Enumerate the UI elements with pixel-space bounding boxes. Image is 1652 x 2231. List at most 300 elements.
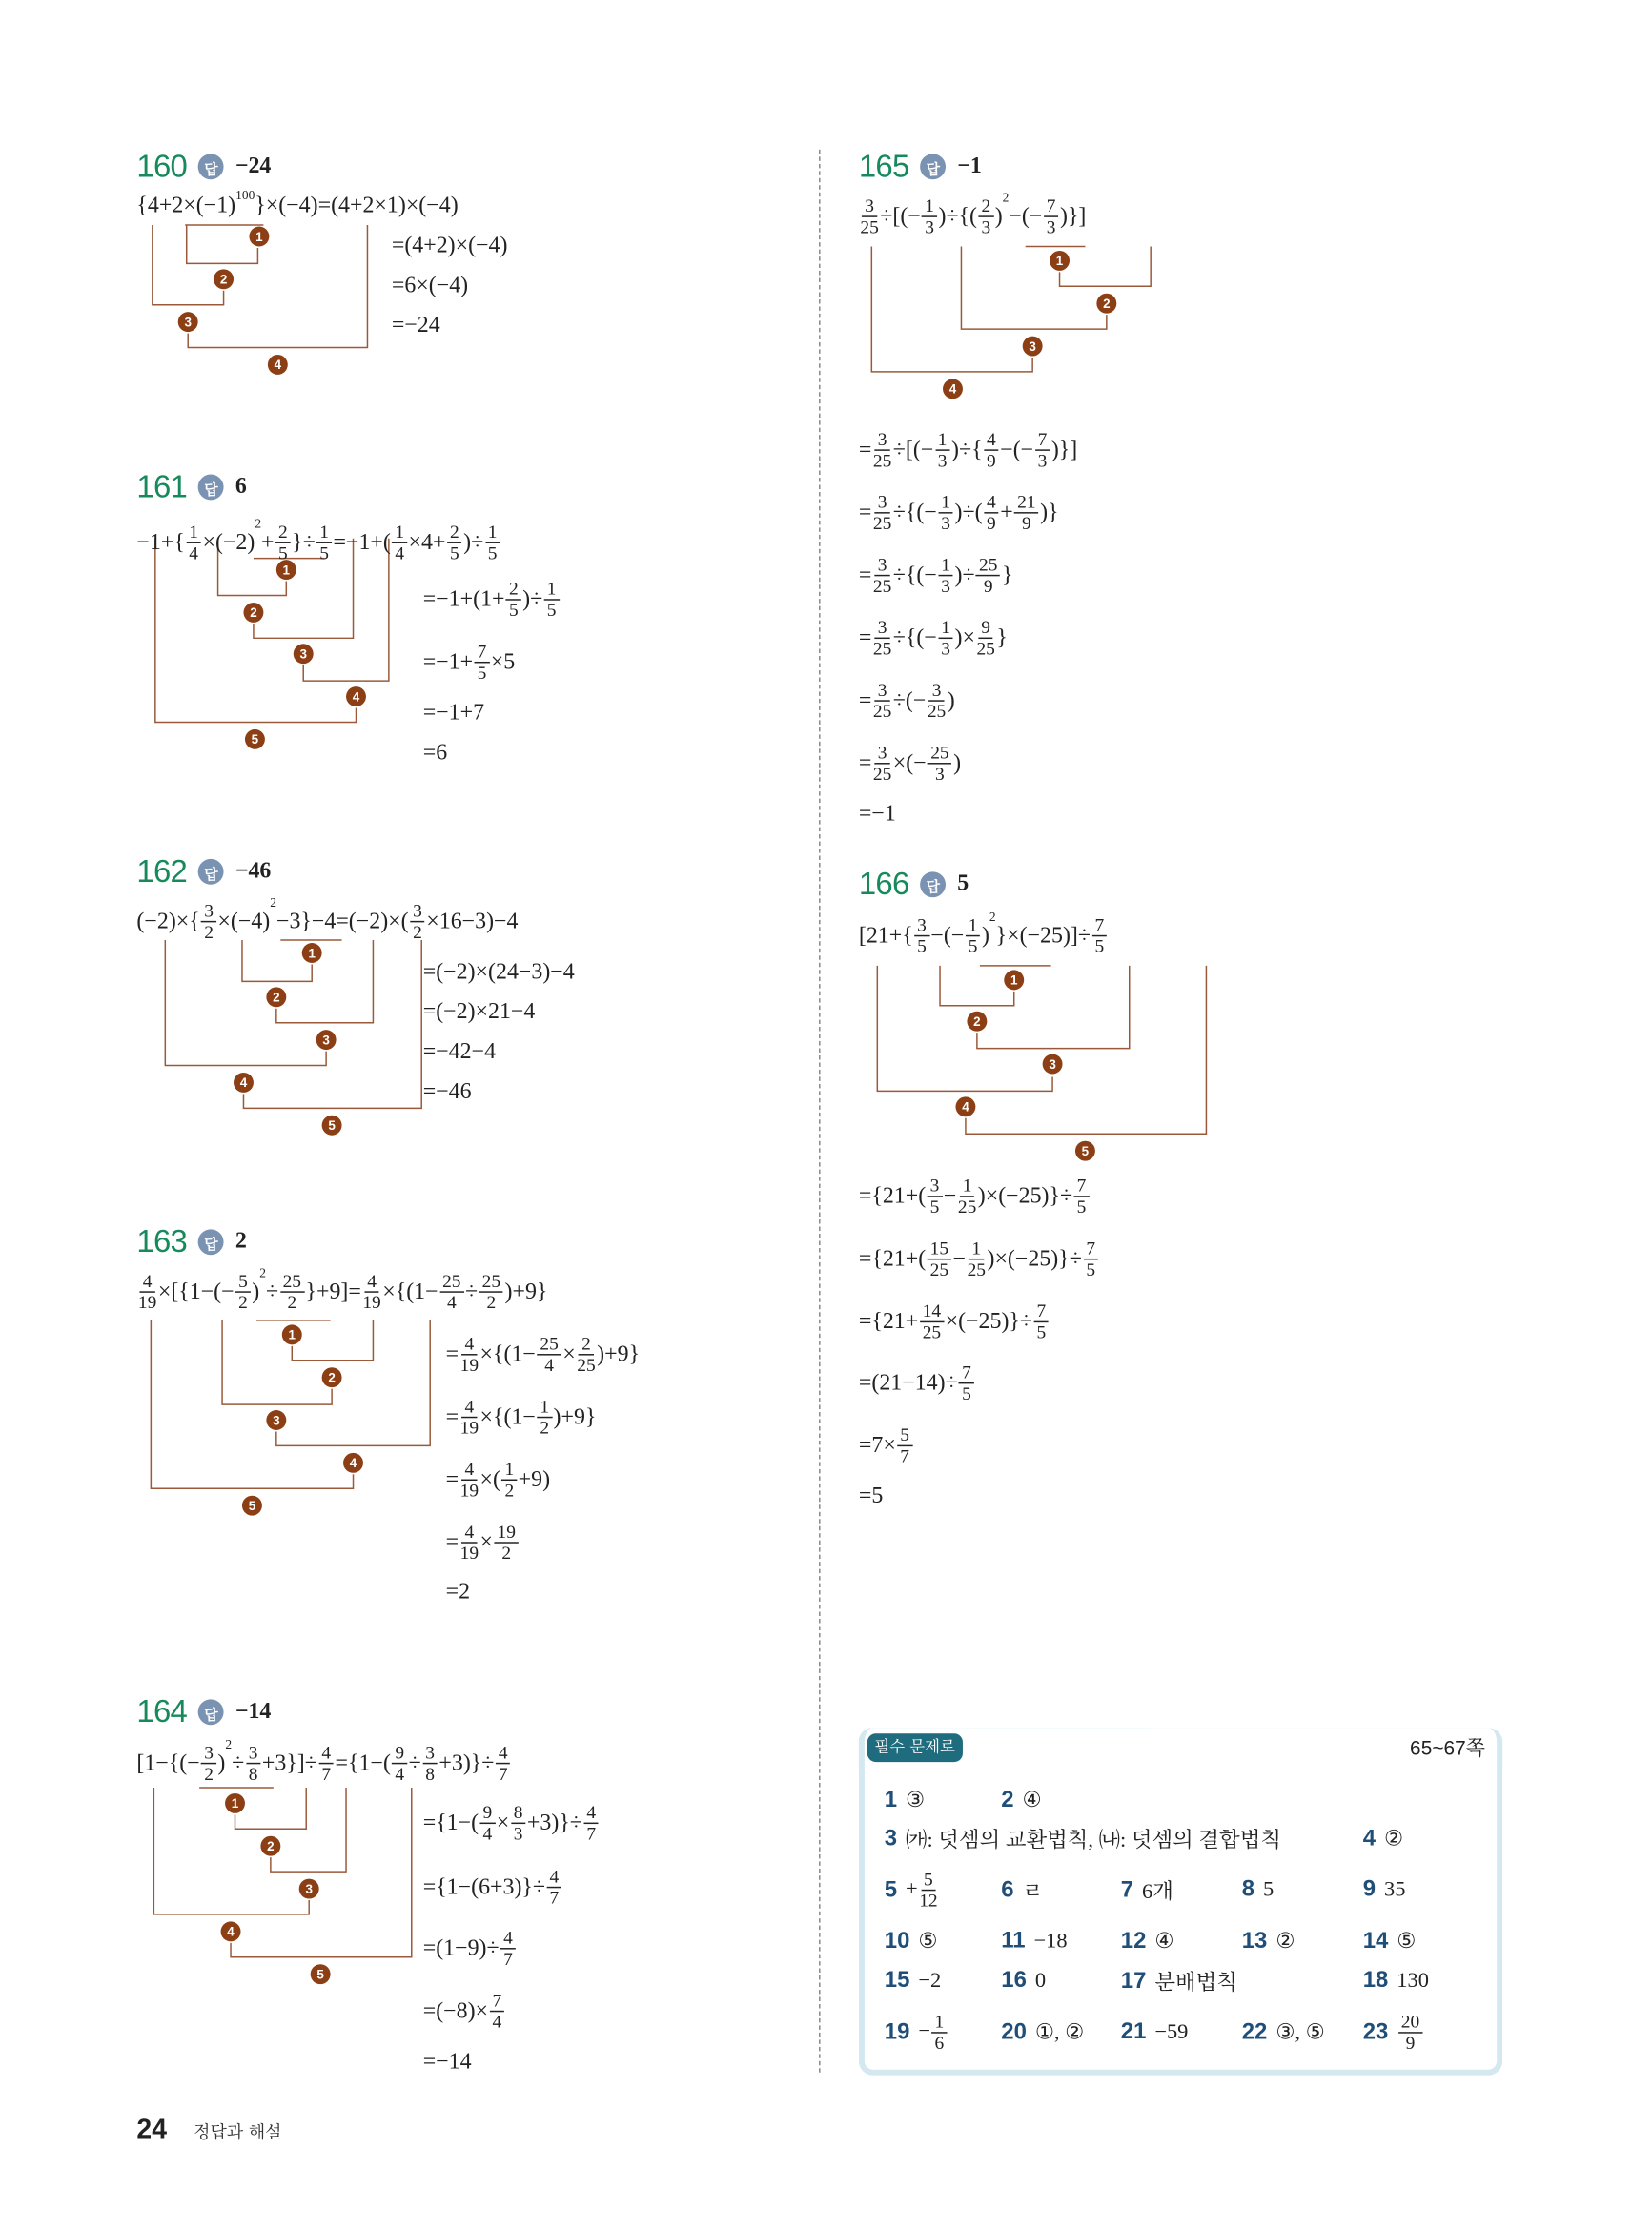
fraction xyxy=(968,1238,986,1279)
review-item-answer xyxy=(1023,1875,1044,1905)
step-number-badge xyxy=(943,379,963,399)
review-item-number: 21 xyxy=(1120,2019,1147,2044)
solution-step xyxy=(392,274,468,299)
denominator: 4 xyxy=(446,1291,457,1313)
math-text: ) xyxy=(981,923,989,948)
numerator: 3 xyxy=(914,915,929,936)
math-text: ={21+( xyxy=(858,1183,927,1208)
denominator: 25 xyxy=(872,449,892,471)
math-text: =−1+( xyxy=(333,529,391,555)
numerator: 2 xyxy=(979,195,994,216)
review-item-number: 15 xyxy=(884,1968,910,1994)
review-item-number: 9 xyxy=(1362,1877,1377,1902)
denominator: 19 xyxy=(459,1416,479,1439)
review-item xyxy=(1242,1928,1295,1955)
denominator: 5 xyxy=(278,542,288,563)
math-text: )÷ xyxy=(954,563,975,587)
math-text: =6×(−4) xyxy=(391,273,469,298)
math-text: ×{(1− xyxy=(479,1404,536,1429)
denominator: 25 xyxy=(967,1258,986,1280)
review-item-number: 3 xyxy=(884,1826,898,1851)
fraction xyxy=(860,195,878,236)
solution-step xyxy=(446,1460,550,1501)
review-item xyxy=(1242,1877,1274,1903)
math-text: }+9]= xyxy=(305,1279,361,1304)
solution-step xyxy=(423,1867,563,1908)
svg-text:2: 2 xyxy=(973,1013,981,1029)
numerator: 1 xyxy=(938,492,953,513)
denominator: 25 xyxy=(929,1258,949,1280)
numerator: 4 xyxy=(318,1743,334,1764)
numerator: 4 xyxy=(461,1522,477,1543)
denominator: 25 xyxy=(872,763,892,785)
math-text: ㄹ xyxy=(1022,1880,1044,1904)
svg-text:3: 3 xyxy=(299,646,307,662)
svg-text:4: 4 xyxy=(227,1924,235,1939)
step-number-badge xyxy=(214,269,234,289)
fraction xyxy=(959,1362,974,1403)
step-bracket xyxy=(961,246,1106,329)
fraction xyxy=(186,522,201,563)
step-bracket xyxy=(977,966,1130,1049)
fraction xyxy=(439,1271,463,1312)
numerator: 7 xyxy=(490,1991,505,2012)
svg-text:2: 2 xyxy=(219,272,228,287)
fraction xyxy=(583,1803,599,1844)
problem-number: 165 xyxy=(858,148,909,184)
denominator: 2 xyxy=(486,1291,497,1313)
denominator: 2 xyxy=(501,1542,512,1564)
denominator: 5 xyxy=(917,934,927,957)
math-text: ×(−2) xyxy=(202,529,255,555)
math-text: )} xyxy=(1040,500,1059,524)
fraction xyxy=(1398,2012,1422,2053)
fraction xyxy=(392,522,407,563)
fraction xyxy=(316,522,332,563)
step-number-badge xyxy=(343,1453,363,1473)
math-text: ② xyxy=(1275,1931,1295,1955)
math-text: = xyxy=(858,437,872,462)
step-number-badge xyxy=(1023,337,1043,357)
numerator: 1 xyxy=(485,522,500,543)
fraction xyxy=(920,1301,944,1342)
fraction xyxy=(928,680,946,721)
numerator: 4 xyxy=(461,1460,477,1481)
review-item xyxy=(1001,1929,1067,1955)
problem-number: 161 xyxy=(136,468,188,504)
review-item-answer xyxy=(1154,1966,1237,1996)
math-text: 5 xyxy=(1263,1877,1275,1901)
math-text: ③ xyxy=(906,1790,926,1813)
solution-step xyxy=(859,492,1059,533)
denominator: 25 xyxy=(872,574,892,597)
review-item xyxy=(1242,2019,1325,2046)
denominator: 3 xyxy=(1037,449,1048,471)
review-item-number: 14 xyxy=(1362,1928,1389,1954)
math-text: ×16−3)−4 xyxy=(426,909,519,933)
numerator: 1 xyxy=(966,915,981,936)
solution-step xyxy=(859,555,1013,596)
review-item xyxy=(1001,2019,1084,2046)
review-item-answer xyxy=(918,1969,941,1993)
step-bracket xyxy=(153,225,224,305)
math-text: − xyxy=(952,1246,967,1271)
review-item xyxy=(885,1824,1281,1853)
svg-text:1: 1 xyxy=(1055,254,1064,269)
math-text: )+9} xyxy=(597,1341,641,1366)
exponent: 2 xyxy=(259,1265,266,1280)
solution-step xyxy=(446,1580,470,1606)
problem-header xyxy=(136,148,271,185)
math-text: )÷ xyxy=(463,529,484,555)
numerator: 1 xyxy=(938,555,953,576)
solution-step xyxy=(859,1362,975,1403)
footer-label: 정답과 해설 xyxy=(194,2122,282,2142)
problem-header xyxy=(859,866,969,903)
denominator: 25 xyxy=(976,637,995,659)
solution-step xyxy=(859,802,896,828)
denominator: 5 xyxy=(546,599,557,621)
math-text: ÷ xyxy=(408,1750,421,1775)
math-text: =(−8)× xyxy=(422,1998,489,2023)
math-text: 130 xyxy=(1397,1969,1429,1993)
fraction xyxy=(547,1867,562,1908)
math-text: ④ xyxy=(1022,1790,1042,1813)
review-item-answer xyxy=(1034,1930,1068,1954)
review-item-number: 22 xyxy=(1241,2019,1268,2044)
math-text: −18 xyxy=(1033,1929,1068,1953)
numerator: 9 xyxy=(392,1743,407,1764)
step-number-badge xyxy=(1043,1054,1063,1075)
math-text: )÷{ xyxy=(950,437,983,462)
denominator: 9 xyxy=(987,449,996,471)
step-number-badge xyxy=(234,1073,254,1093)
fraction xyxy=(976,618,994,659)
fraction xyxy=(984,492,999,533)
numerator: 3 xyxy=(875,555,890,576)
solution-step xyxy=(859,429,1077,470)
step-bracket xyxy=(877,966,1052,1091)
review-item-answer xyxy=(1154,2020,1188,2044)
numerator: 9 xyxy=(480,1803,496,1824)
fraction xyxy=(362,1271,380,1312)
step-number-badge xyxy=(299,1879,319,1899)
numerator: 3 xyxy=(875,492,890,513)
math-text: [21+{ xyxy=(858,923,913,948)
numerator: 7 xyxy=(1044,195,1059,216)
review-item-answer xyxy=(1397,1928,1416,1955)
solution-step xyxy=(423,1928,518,1969)
step-bracket xyxy=(940,966,1014,1006)
fraction xyxy=(501,1460,517,1501)
math-text: = xyxy=(858,750,872,775)
numerator: 5 xyxy=(897,1425,912,1446)
review-item-number: 13 xyxy=(1241,1928,1268,1954)
review-item xyxy=(1363,2012,1424,2053)
math-text: =(−2)×21−4 xyxy=(422,999,536,1025)
svg-text:4: 4 xyxy=(349,1456,357,1471)
svg-text:4: 4 xyxy=(239,1075,248,1091)
solution-step xyxy=(859,1238,1100,1279)
problem-header xyxy=(136,1223,246,1260)
denominator: 25 xyxy=(577,1354,596,1376)
expression xyxy=(136,188,459,219)
math-text: =(4+2)×(−4) xyxy=(391,234,508,258)
review-item-number: 19 xyxy=(884,2019,910,2044)
review-item xyxy=(1001,1875,1043,1905)
step-number-badge xyxy=(311,1964,331,1984)
problem-header xyxy=(859,148,982,185)
numerator: 1 xyxy=(938,618,953,639)
review-item-answer xyxy=(1142,1875,1173,1905)
review-item xyxy=(1001,1969,1046,1995)
denominator: 7 xyxy=(549,1886,560,1909)
fraction xyxy=(928,1238,951,1279)
review-item xyxy=(1121,1966,1237,1996)
exponent: 2 xyxy=(270,894,276,910)
solution-step xyxy=(423,701,484,727)
review-item-number: 7 xyxy=(1120,1877,1134,1902)
denominator: 5 xyxy=(929,1196,940,1218)
math-text: ⑤ xyxy=(918,1931,938,1955)
expression xyxy=(136,894,519,943)
denominator: 9 xyxy=(1405,2032,1416,2054)
numerator: 2 xyxy=(506,579,521,600)
review-item-number: 23 xyxy=(1362,2019,1389,2044)
math-text: [1−{(− xyxy=(136,1750,200,1775)
denominator: 4 xyxy=(395,1762,405,1785)
svg-text:1: 1 xyxy=(308,946,316,961)
fraction xyxy=(475,642,490,683)
fraction xyxy=(460,1334,479,1375)
exponent: 2 xyxy=(255,516,262,531)
numerator: 1 xyxy=(960,1176,975,1197)
math-text: )÷{( xyxy=(938,203,978,229)
numerator: 7 xyxy=(1083,1238,1098,1259)
numerator: 5 xyxy=(235,1271,251,1292)
math-text: =−42−4 xyxy=(422,1039,497,1065)
fraction xyxy=(938,618,953,659)
solution-step xyxy=(859,680,955,721)
denominator: 25 xyxy=(860,215,879,237)
svg-text:3: 3 xyxy=(1049,1056,1056,1072)
svg-text:1: 1 xyxy=(231,1796,239,1811)
denominator: 4 xyxy=(395,542,405,563)
denominator: 25 xyxy=(922,1320,942,1343)
math-text: ={1−(6+3)}÷ xyxy=(422,1874,546,1899)
solution-step xyxy=(423,642,516,683)
math-text: ÷{(− xyxy=(892,563,937,587)
numerator: 3 xyxy=(875,680,890,701)
denominator: 3 xyxy=(941,512,951,534)
answer-badge: 답 xyxy=(198,154,224,179)
svg-text:4: 4 xyxy=(274,358,282,373)
denominator: 7 xyxy=(321,1762,332,1785)
fraction xyxy=(318,1743,334,1784)
review-item-number: 12 xyxy=(1120,1928,1147,1954)
solution-step xyxy=(859,618,1008,659)
svg-text:2: 2 xyxy=(1103,297,1111,312)
math-text: +3)}÷ xyxy=(438,1750,495,1775)
denominator: 4 xyxy=(544,1354,554,1376)
numerator: 2 xyxy=(579,1334,594,1355)
math-text: −(− xyxy=(1000,437,1034,462)
step-bracket xyxy=(966,966,1206,1134)
step-number-badge xyxy=(955,1096,975,1116)
math-text: ) xyxy=(994,203,1003,229)
math-text: −59 xyxy=(1154,2020,1189,2044)
answer-badge: 답 xyxy=(198,475,224,501)
denominator: 5 xyxy=(487,542,498,563)
solution-step xyxy=(446,1397,597,1438)
numerator: 9 xyxy=(978,618,993,639)
review-item xyxy=(1121,2019,1189,2045)
review-item-number: 5 xyxy=(884,1877,898,1902)
math-text: = xyxy=(858,624,872,650)
math-text: ×{(1− xyxy=(479,1341,536,1366)
solution-step xyxy=(423,960,575,986)
expression xyxy=(136,1265,548,1313)
math-text: = xyxy=(445,1466,459,1492)
math-text: ×(− xyxy=(892,750,927,775)
math-text: ㈎: 덧셈의 교환법칙, ㈏: 덧셈의 결합법칙 xyxy=(906,1830,1282,1852)
numerator: 2 xyxy=(275,522,291,543)
step-bracket xyxy=(222,1320,332,1404)
fraction xyxy=(201,901,216,942)
solution-step xyxy=(446,1334,640,1375)
denominator: 9 xyxy=(987,512,996,534)
numerator: 3 xyxy=(422,1743,438,1764)
denominator: 5 xyxy=(1094,934,1105,957)
fraction xyxy=(928,1176,943,1217)
step-number-badge xyxy=(178,312,198,332)
review-item xyxy=(885,1969,941,1995)
review-item xyxy=(1363,1969,1429,1995)
fraction xyxy=(480,1803,496,1844)
step-bracket xyxy=(165,940,326,1065)
fraction xyxy=(235,1271,251,1312)
svg-text:1: 1 xyxy=(1010,972,1018,988)
math-text: } xyxy=(996,624,1008,650)
review-item-answer xyxy=(918,1928,937,1955)
fraction xyxy=(873,743,891,784)
math-text: ×4+ xyxy=(408,529,446,555)
fraction xyxy=(506,579,521,620)
numerator: 3 xyxy=(875,429,890,450)
math-text: )×(−25)}÷ xyxy=(977,1183,1073,1208)
solution-step xyxy=(859,1484,883,1510)
step-number-badge xyxy=(266,987,286,1007)
fraction xyxy=(873,555,891,596)
denominator: 25 xyxy=(872,512,892,534)
numerator: 7 xyxy=(475,642,490,663)
math-text: )÷( xyxy=(954,500,983,524)
math-text: =−1+7 xyxy=(422,701,485,726)
denominator: 5 xyxy=(962,1382,971,1404)
step-number-badge xyxy=(302,943,322,963)
denominator: 25 xyxy=(957,1196,977,1218)
math-text: − xyxy=(918,2020,930,2044)
step-number-badge xyxy=(225,1793,245,1813)
denominator: 3 xyxy=(941,637,951,659)
solution-step xyxy=(423,1991,506,2032)
problem-number: 166 xyxy=(858,866,909,902)
denominator: 4 xyxy=(482,1822,493,1844)
denominator: 5 xyxy=(968,934,978,957)
step-number-badge xyxy=(268,355,288,375)
denominator: 6 xyxy=(934,2032,945,2054)
math-text: {4+2×(−1) xyxy=(136,194,236,218)
problem-number: 162 xyxy=(136,852,188,890)
solution-step xyxy=(446,1522,520,1563)
denominator: 5 xyxy=(319,542,330,563)
math-text: =(1−9)÷ xyxy=(422,1935,500,1960)
answer-value: 2 xyxy=(235,1229,247,1254)
math-text: −1+{ xyxy=(136,529,185,555)
review-item-number: 1 xyxy=(884,1787,898,1812)
denominator: 2 xyxy=(204,1762,214,1785)
review-item-number: 10 xyxy=(884,1928,910,1954)
review-item-answer xyxy=(1275,1928,1295,1955)
step-number-badge xyxy=(249,227,269,247)
review-item-answer xyxy=(1035,1969,1046,1993)
expression xyxy=(858,909,1109,957)
review-item xyxy=(885,1870,939,1911)
numerator: 7 xyxy=(1035,429,1050,450)
step-number-badge xyxy=(242,1496,262,1516)
math-text: ÷[(− xyxy=(880,203,921,229)
math-text: −2 xyxy=(918,1969,942,1993)
math-text: = xyxy=(858,500,872,524)
svg-text:2: 2 xyxy=(267,1839,275,1854)
review-item-number: 18 xyxy=(1362,1968,1389,1994)
exponent: 2 xyxy=(1002,190,1010,205)
math-text: ) xyxy=(947,687,955,712)
step-number-badge xyxy=(1096,294,1116,314)
numerator: 25 xyxy=(479,1271,503,1292)
fraction xyxy=(931,2012,947,2053)
step-bracket xyxy=(871,246,1032,371)
math-text: ② xyxy=(1384,1828,1404,1852)
numerator: 4 xyxy=(984,492,999,513)
review-item-number: 6 xyxy=(1001,1877,1014,1902)
svg-text:5: 5 xyxy=(316,1967,324,1982)
fraction xyxy=(511,1803,526,1844)
solution-step xyxy=(423,1000,536,1026)
math-text: ÷ xyxy=(232,1750,245,1775)
denominator: 19 xyxy=(459,1479,479,1501)
fraction xyxy=(976,555,1000,596)
fraction xyxy=(873,429,891,470)
fraction xyxy=(1074,1176,1090,1217)
fraction xyxy=(537,1397,552,1438)
numerator: 1 xyxy=(186,522,201,543)
math-text: + xyxy=(906,1877,918,1901)
exponent: 100 xyxy=(235,188,255,203)
svg-text:2: 2 xyxy=(328,1370,336,1385)
step-number-badge xyxy=(316,1030,337,1050)
fraction xyxy=(392,1743,407,1784)
denominator: 19 xyxy=(137,1291,157,1313)
math-text: 0 xyxy=(1034,1969,1047,1993)
math-text: )÷ xyxy=(522,586,543,611)
answer-badge: 답 xyxy=(920,871,946,897)
review-item-answer xyxy=(1397,1969,1429,1993)
math-text: )×(−25)}÷ xyxy=(987,1246,1082,1271)
review-item-number: 8 xyxy=(1241,1877,1255,1902)
solution-step xyxy=(423,1040,496,1066)
denominator: 9 xyxy=(1022,512,1031,534)
